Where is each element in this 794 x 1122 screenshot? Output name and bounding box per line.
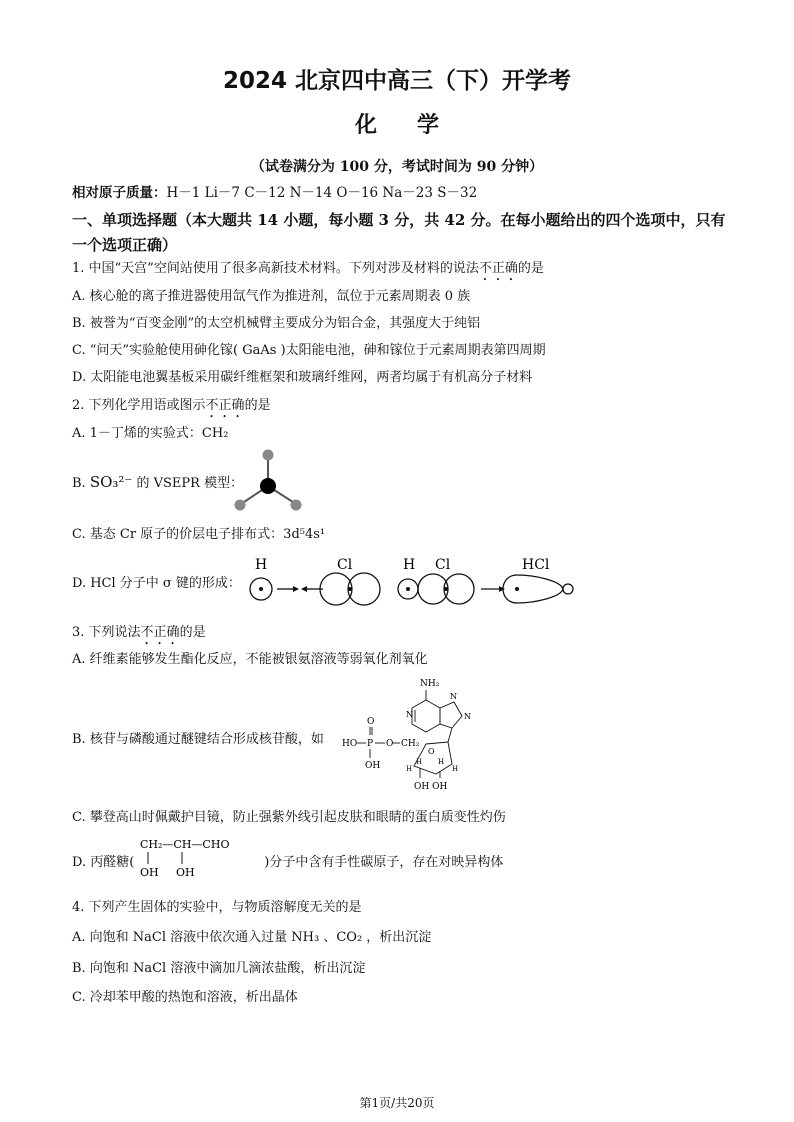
q2-option-b (72, 472, 243, 491)
label-p: P (367, 739, 374, 749)
q3-d-prefix: D. 丙醛糖( (72, 855, 135, 870)
label-o-bridge: O (386, 739, 394, 749)
label-o-ring: O (428, 747, 435, 756)
q3-option-b: B. 核苷与磷酸通过醚键结合形成核苷酸，如 (72, 732, 324, 747)
subject-title: 化学 (354, 113, 479, 138)
vsepr-trigonal-pyramid-diagram (228, 446, 308, 516)
label-cl: Cl (337, 557, 353, 573)
q4-option-c: C. 冷却苯甲酸的热饱和溶液，析出晶体 (72, 990, 298, 1005)
glyceraldehyde-chain: CH₂—CH—CHO (140, 838, 230, 851)
label-h-d: H (452, 765, 459, 773)
label-hcl: HCl (522, 557, 550, 573)
q2-stem (72, 394, 271, 421)
q2-emphasis: 不正确 (205, 398, 245, 413)
q3-option-a: A. 纤维素能够发生酯化反应，不能被银氨溶液等弱氧化剂氧化 (72, 652, 428, 667)
glyceraldehyde-oh2: OH (176, 866, 195, 879)
label-n3: N (464, 712, 471, 721)
q2-option-d: D. HCl 分子中 σ 键的形成： (72, 576, 241, 591)
glyceraldehyde-structure (136, 834, 256, 882)
q3-option-c: C. 攀登高山时佩戴护目镜，防止强紫外线引起皮肤和眼睛的蛋白质变性灼伤 (72, 810, 506, 825)
q1-option-d: D. 太阳能电池翼基板采用碳纤维框架和玻璃纤维网，两者均属于有机高分子材料 (72, 370, 533, 385)
q4-stem: 4. 下列产生固体的实验中，与物质溶解度无关的是 (72, 900, 362, 915)
label-oh-oh: OH OH (414, 782, 448, 792)
q1-stem (72, 257, 544, 284)
q1-option-a: A. 核心舱的离子推进器使用氙气作为推进剂，氙位于元素周期表 0 族 (72, 289, 471, 304)
q4-option-a: A. 向饱和 NaCl 溶液中依次通入过量 NH₃ 、CO₂ ，析出沉淀 (72, 930, 432, 945)
q2-stem-end: 的是 (244, 398, 271, 413)
label-o-top: O (367, 717, 375, 727)
label-ch2: CH₂ (401, 739, 420, 749)
q4-option-b: B. 向饱和 NaCl 溶液中滴加几滴浓盐酸，析出沉淀 (72, 961, 366, 976)
q3-stem-text: 3. 下列说法 (72, 625, 141, 640)
q2-b-formula: SO₃²⁻ (89, 473, 133, 491)
page-number: 第1页/共20页 (359, 1096, 435, 1110)
exam-note: （试卷满分为 100 分，考试时间为 90 分钟） (250, 159, 544, 175)
label-h: H (255, 557, 268, 573)
q2-option-c: C. 基态 Cr 原子的价层电子排布式：3d⁵4s¹ (72, 527, 326, 542)
section-heading: 一、单项选择题（本大题共 14 小题，每小题 3 分，共 42 分。在每小题给出的四个选项中，只有一个选项正确） (72, 211, 726, 254)
q3-d-suffix: )分子中含有手性碳原子，存在对映异构体 (264, 855, 504, 870)
glyceraldehyde-oh1: OH (140, 866, 159, 879)
q2-b-suffix: 的 VSEPR 模型： (136, 476, 244, 491)
q1-emphasis: 不正确 (478, 261, 518, 276)
q1-option-b: B. 被誉为“百变金刚”的太空机械臂主要成分为铝合金，其强度大于纯铝 (72, 316, 481, 331)
label-oh-p: OH (365, 761, 381, 771)
atomic-masses (72, 181, 477, 201)
label-h-a: H (416, 758, 423, 766)
q1-stem-text: 1. 中国“天宫”空间站使用了很多高新技术材料。下列对涉及材料的说法 (72, 261, 479, 276)
label-n1: N (406, 710, 413, 719)
q2-option-a: A. 1－丁烯的实验式：CH₂ (72, 426, 229, 441)
q1-stem-end: 的是 (517, 261, 544, 276)
label-nh2: NH₂ (420, 679, 440, 689)
sigma-bond-formation-diagram (245, 555, 585, 610)
atomic-masses-values: H－1 Li－7 C－12 N－14 O－16 Na－23 S－32 (166, 185, 478, 201)
label-h-c: H (406, 765, 413, 773)
label-cl2: Cl (435, 557, 451, 573)
q1-option-c: C. “问天”实验舱使用砷化镓( GaAs )太阳能电池，砷和镓位于元素周期表第四周期 (72, 343, 546, 358)
q3-emphasis: 不正确 (140, 625, 180, 640)
nucleotide-structure-diagram (340, 672, 480, 797)
q3-stem-end: 的是 (179, 625, 206, 640)
atomic-masses-label: 相对原子质量： (72, 185, 167, 201)
q2-b-prefix: B. (72, 476, 86, 491)
label-ho: HO (342, 739, 358, 749)
q2-stem-text: 2. 下列化学用语或图示 (72, 398, 206, 413)
label-h-b: H (438, 758, 445, 766)
page-title: 2024 北京四中高三（下）开学考 (222, 68, 572, 94)
label-h2: H (403, 557, 416, 573)
q3-stem (72, 621, 206, 648)
label-n2: N (450, 692, 457, 701)
